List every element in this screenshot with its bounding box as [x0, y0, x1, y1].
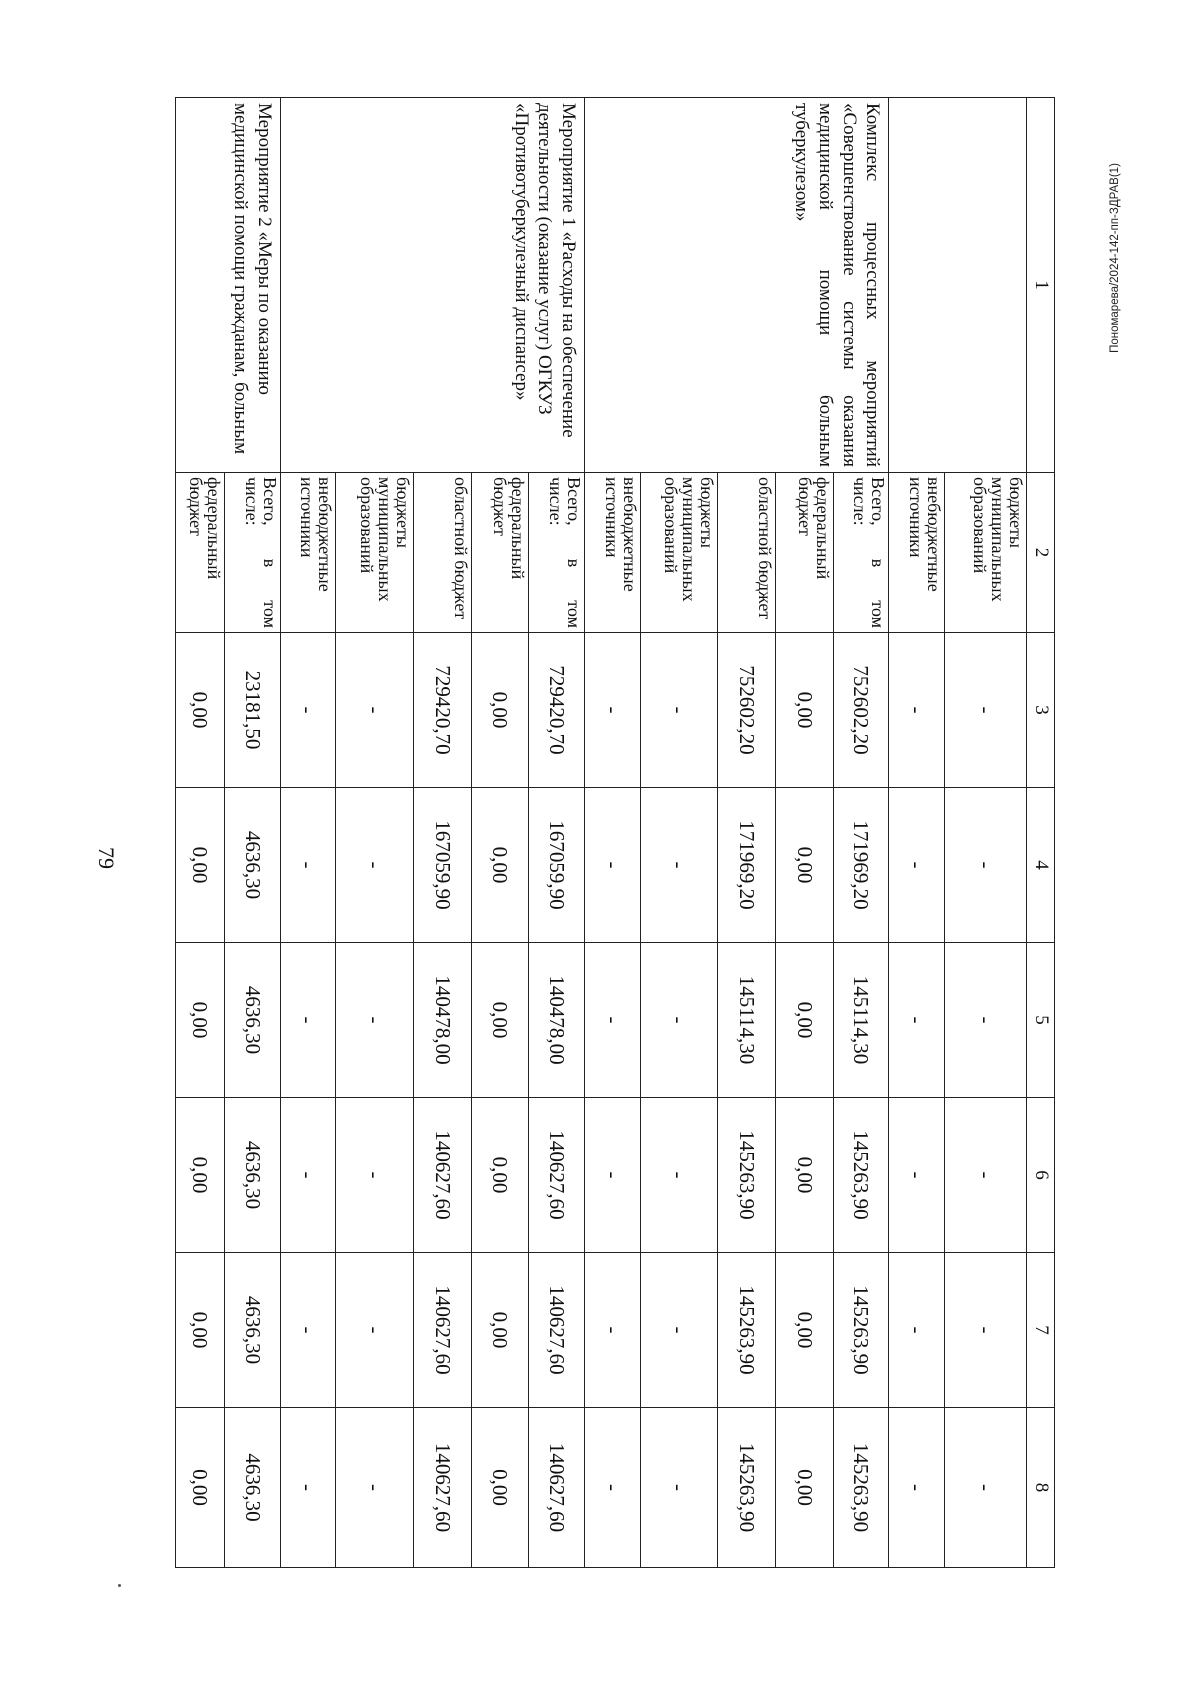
value-cell: - — [889, 633, 945, 788]
funding-source: федеральный бюджет — [176, 473, 225, 633]
value-cell: 0,00 — [471, 633, 529, 788]
value-cell: 167059,90 — [413, 788, 471, 943]
table-row — [833, 98, 889, 1568]
value-cell: 0,00 — [775, 788, 833, 943]
activity-title: Мероприятие 2 «Меры по оказанию медицинской помощи гражданам, больным — [176, 98, 281, 473]
value-cell: 4636,30 — [225, 1098, 281, 1253]
value-cell: 23181,50 — [225, 633, 281, 788]
value-cell: 752602,20 — [718, 633, 776, 788]
value-cell: - — [585, 1408, 641, 1568]
value-cell: - — [336, 788, 413, 943]
value-cell: - — [280, 788, 336, 943]
value-cell: - — [944, 633, 1026, 788]
table-row — [225, 98, 281, 1568]
value-cell: 0,00 — [471, 1408, 529, 1568]
value-cell: 4636,30 — [225, 788, 281, 943]
source-word: в — [564, 558, 585, 568]
value-cell: 145114,30 — [833, 943, 889, 1098]
value-cell: - — [889, 943, 945, 1098]
activity-title — [889, 98, 1026, 473]
value-cell: - — [585, 943, 641, 1098]
value-cell: - — [944, 943, 1026, 1098]
value-cell: 0,00 — [471, 1253, 529, 1408]
budget-table — [175, 97, 1055, 1568]
value-cell: 140627,60 — [413, 1408, 471, 1568]
funding-source-total — [833, 473, 889, 633]
value-cell: - — [944, 1098, 1026, 1253]
budget-table-rotated — [175, 97, 1055, 1567]
funding-source-total — [225, 473, 281, 633]
value-cell: 140627,60 — [529, 1408, 585, 1568]
document-code: Пономарева/2024-142-пп-ЗДРАВ(1) — [1109, 163, 1121, 353]
source-word: Всего, — [868, 477, 889, 526]
value-cell: - — [280, 943, 336, 1098]
value-cell: 140627,60 — [413, 1098, 471, 1253]
value-cell: - — [889, 1098, 945, 1253]
source-word: Всего, — [259, 477, 280, 526]
value-cell: 0,00 — [775, 943, 833, 1098]
value-cell: 140627,60 — [413, 1253, 471, 1408]
header-col-1: 1 — [1026, 98, 1054, 473]
value-cell: - — [585, 1253, 641, 1408]
source-word: числе: — [241, 477, 262, 526]
value-cell: - — [889, 1253, 945, 1408]
value-cell: 729420,70 — [529, 633, 585, 788]
funding-source-total — [529, 473, 585, 633]
value-cell: 0,00 — [775, 633, 833, 788]
source-word: том — [259, 600, 280, 628]
value-cell: 140478,00 — [529, 943, 585, 1098]
value-cell: 140478,00 — [413, 943, 471, 1098]
value-cell: 167059,90 — [529, 788, 585, 943]
value-cell: - — [336, 1408, 413, 1568]
value-cell: - — [280, 1098, 336, 1253]
funding-source: внебюджетные источники — [280, 473, 336, 633]
value-cell: 0,00 — [176, 788, 225, 943]
value-cell: 140627,60 — [529, 1253, 585, 1408]
activity-title: Комплекс процессных мероприятий «Совершенствование системы оказания медицинской помощи больным туберкулезом» — [585, 98, 889, 473]
value-cell: 0,00 — [471, 1098, 529, 1253]
value-cell: 0,00 — [471, 943, 529, 1098]
value-cell: - — [640, 1408, 717, 1568]
scan-speck — [118, 1584, 121, 1587]
value-cell: - — [280, 1408, 336, 1568]
value-cell: - — [944, 1408, 1026, 1568]
source-word: Всего, — [564, 477, 585, 526]
funding-source: бюджеты муниципальных образований — [640, 473, 717, 633]
value-cell: - — [944, 788, 1026, 943]
value-cell: 4636,30 — [225, 943, 281, 1098]
funding-source: бюджеты муниципальных образований — [336, 473, 413, 633]
value-cell: - — [280, 1253, 336, 1408]
value-cell: - — [889, 1408, 945, 1568]
funding-source: бюджеты муниципальных образований — [944, 473, 1026, 633]
funding-source: федеральный бюджет — [471, 473, 529, 633]
header-row — [1026, 98, 1054, 1568]
value-cell: - — [640, 943, 717, 1098]
header-col-8: 8 — [1026, 1408, 1054, 1568]
value-cell: - — [640, 788, 717, 943]
value-cell: 4636,30 — [225, 1253, 281, 1408]
value-cell: - — [336, 943, 413, 1098]
value-cell: - — [889, 788, 945, 943]
source-word: в — [868, 558, 889, 568]
funding-source: федеральный бюджет — [775, 473, 833, 633]
value-cell: 171969,20 — [718, 788, 776, 943]
value-cell: 0,00 — [176, 633, 225, 788]
value-cell: - — [640, 633, 717, 788]
value-cell: 0,00 — [176, 1098, 225, 1253]
value-cell: 145263,90 — [718, 1253, 776, 1408]
value-cell: 140627,60 — [529, 1098, 585, 1253]
header-col-7: 7 — [1026, 1253, 1054, 1408]
value-cell: 0,00 — [176, 1408, 225, 1568]
value-cell: - — [640, 1253, 717, 1408]
value-cell: 145114,30 — [718, 943, 776, 1098]
value-cell: 0,00 — [471, 788, 529, 943]
value-cell: - — [585, 633, 641, 788]
header-col-3: 3 — [1026, 633, 1054, 788]
header-col-2: 2 — [1026, 473, 1054, 633]
activity-title: Мероприятие 1 «Расходы на обеспечение деятельности (оказание услуг) ОГКУЗ «Противотуберкулезный диспансер» — [280, 98, 584, 473]
funding-source: областной бюджет — [413, 473, 471, 633]
value-cell: 145263,90 — [833, 1098, 889, 1253]
value-cell: - — [585, 1098, 641, 1253]
source-word: том — [868, 600, 889, 628]
value-cell: - — [336, 1098, 413, 1253]
value-cell: 0,00 — [176, 943, 225, 1098]
value-cell: - — [336, 1253, 413, 1408]
value-cell: 0,00 — [775, 1408, 833, 1568]
funding-source: внебюджетные источники — [585, 473, 641, 633]
value-cell: 145263,90 — [833, 1253, 889, 1408]
source-word: числе: — [546, 477, 567, 526]
table-row — [944, 98, 1026, 1568]
value-cell: - — [585, 788, 641, 943]
value-cell: - — [336, 633, 413, 788]
value-cell: 0,00 — [775, 1098, 833, 1253]
value-cell: - — [280, 633, 336, 788]
value-cell: 752602,20 — [833, 633, 889, 788]
source-word: том — [564, 600, 585, 628]
value-cell: - — [944, 1253, 1026, 1408]
value-cell: 171969,20 — [833, 788, 889, 943]
value-cell: 145263,90 — [833, 1408, 889, 1568]
header-col-4: 4 — [1026, 788, 1054, 943]
value-cell: 4636,30 — [225, 1408, 281, 1568]
value-cell: 145263,90 — [718, 1098, 776, 1253]
value-cell: 0,00 — [176, 1253, 225, 1408]
table-row — [529, 98, 585, 1568]
funding-source: областной бюджет — [718, 473, 776, 633]
value-cell: 0,00 — [775, 1253, 833, 1408]
header-col-6: 6 — [1026, 1098, 1054, 1253]
page-number: 79 — [94, 847, 119, 869]
funding-source: внебюджетные источники — [889, 473, 945, 633]
value-cell: 729420,70 — [413, 633, 471, 788]
source-word: числе: — [850, 477, 871, 526]
header-col-5: 5 — [1026, 943, 1054, 1098]
value-cell: - — [640, 1098, 717, 1253]
value-cell: 145263,90 — [718, 1408, 776, 1568]
source-word: в — [259, 558, 280, 568]
